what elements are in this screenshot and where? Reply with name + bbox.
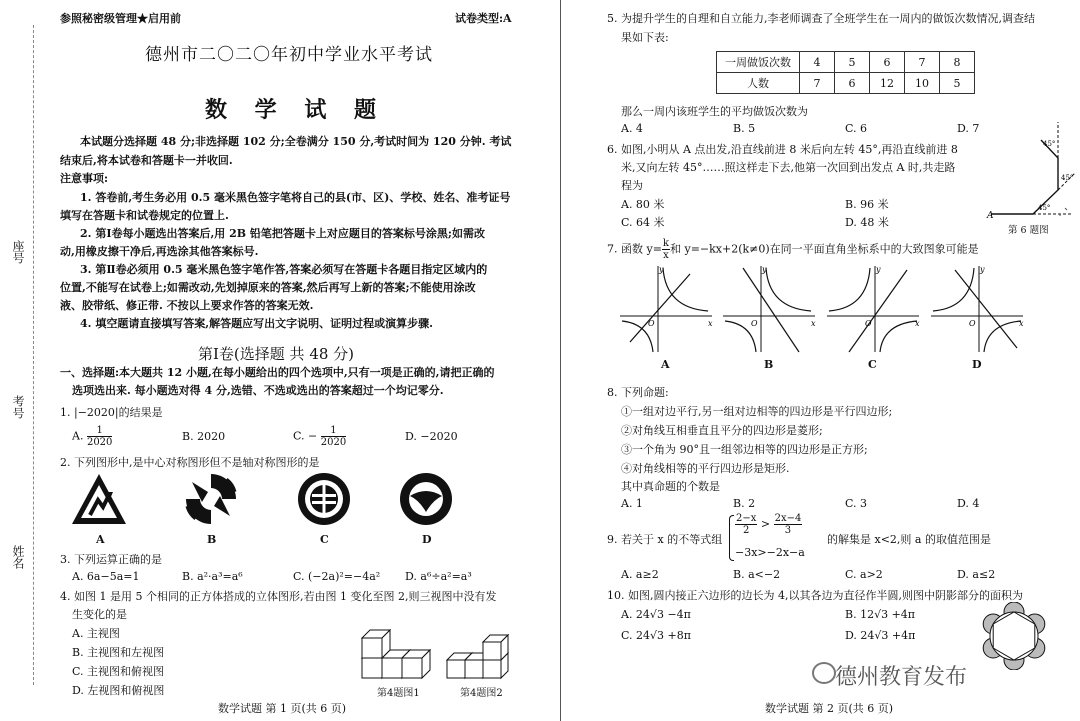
q9-option-a: A. a≥2	[621, 568, 659, 581]
cube-figure-2	[442, 630, 522, 682]
note-line: 动,用橡皮擦干净后,再选涂其他答案标号.	[60, 245, 259, 258]
table-cell: 5	[940, 73, 975, 94]
section-intro-2: 选项选出来. 每小题选对得 4 分,选错、不选或选出的答案超过一个均记零分.	[72, 384, 444, 397]
swirl-logo-figure	[182, 470, 240, 528]
q2-label-c: C	[320, 533, 329, 546]
system-brace	[729, 515, 734, 561]
table-cell: 7	[800, 73, 835, 94]
page-footer: 数学试题 第 1 页(共 6 页)	[218, 702, 347, 715]
exam-title: 德州市二〇二〇年初中学业水平考试	[145, 45, 433, 65]
q1-option-b: B. 2020	[182, 430, 226, 443]
q9-option-b: B. a<−2	[733, 568, 781, 581]
q2-stem: 2. 下列图形中,是中心对称图形但不是轴对称图形的是	[60, 456, 320, 469]
fraction: $\frac{1}{2020}$	[320, 425, 347, 448]
q8-option-c: C. 3	[845, 497, 868, 510]
q2-label-d: D	[422, 533, 432, 546]
note-line: 3. 第Ⅱ卷必须用 0.5 毫米黑色签字笔作答,答案必须写在答题卡各题目指定区域内的	[80, 263, 488, 276]
warning-sign-figure	[68, 470, 130, 528]
note-line: 填写在答题卡和试卷规定的位置上.	[60, 209, 229, 222]
q6-stem-3: 程为	[621, 179, 643, 192]
fraction: $\frac{k}{x}$	[662, 238, 669, 261]
axis-x-label: x	[1019, 319, 1024, 328]
page-footer: 数学试题 第 2 页(共 6 页)	[765, 702, 894, 715]
q3-option-b: B. a²·a³=a⁶	[182, 570, 243, 583]
q6-path-figure	[983, 118, 1078, 220]
q4-option-c: C. 主视图和俯视图	[72, 665, 165, 678]
axis-y-label: y	[659, 265, 664, 274]
q7-label-c: C	[868, 358, 877, 371]
q7-label-b: B	[764, 358, 774, 371]
axis-x-label: x	[915, 319, 920, 328]
q8-stem: 8. 下列命题:	[607, 386, 669, 399]
table-cell: 12	[870, 73, 905, 94]
section-title: 第Ⅰ卷(选择题 共 48 分)	[198, 345, 355, 363]
q1-option-d: D. −2020	[405, 430, 458, 443]
axis-x-label: x	[811, 319, 816, 328]
table-cell: 6	[870, 52, 905, 73]
watermark-text: 德州教育发布	[835, 665, 968, 690]
name-label: 姓名	[11, 545, 25, 569]
q2-label-a: A	[96, 533, 105, 546]
origin-label: O	[751, 319, 758, 328]
q5-question: 那么一周内该班学生的平均做饭次数为	[621, 105, 808, 118]
cube-figure-1	[352, 618, 442, 682]
q7-stem: 7. 函数 y= $\frac{k}{x}$ 和 y=−kx+2(k≠0)在同一平面直角坐标系中的大致图象可能是	[607, 238, 979, 261]
q8-item: ④对角线相等的平行四边形是矩形.	[621, 462, 790, 475]
frequency-table	[716, 51, 975, 94]
secret-line: 参照秘密级管理★启用前	[60, 12, 181, 25]
q5-option-a: A. 4	[621, 122, 643, 135]
q6-fig-caption: 第 6 题图	[1008, 225, 1049, 236]
origin-label: O	[865, 319, 872, 328]
q1-stem: 1. |−2020|的结果是	[60, 406, 163, 419]
note-line: 4. 填空题请直接填写答案,解答题应写出文字说明、证明过程或演算步骤.	[80, 317, 433, 330]
q10-option-b: B. 12√3 +4π	[845, 608, 916, 621]
q8-option-d: D. 4	[957, 497, 980, 510]
fraction: $\frac{1}{2020}$	[86, 425, 113, 448]
q10-option-d: D. 24√3 +4π	[845, 629, 916, 642]
q9-inequality-2: −3x>−2x−a	[735, 546, 805, 559]
heart-emblem-figure	[397, 470, 455, 528]
axis-x-label: x	[708, 319, 713, 328]
exam-number-label: 考号	[11, 395, 25, 419]
q9-stem-post: 的解集是 x<2,则 a 的取值范围是	[827, 533, 991, 546]
q4-stem-1: 4. 如图 1 是用 5 个相同的正方体搭成的立体图形,若由图 1 变化至图 2,则三视图中没有发	[60, 590, 497, 603]
table-row	[717, 52, 975, 73]
wechat-icon	[812, 662, 836, 684]
note-line: 2. 第Ⅰ卷每小题选出答案后,用 2B 铅笔把答题卡上对应题目的答案标号涂黑;如需改	[80, 227, 485, 240]
table-header-count: 一周做饭次数	[717, 52, 800, 73]
q4-fig2-caption: 第4题图2	[460, 688, 503, 699]
q3-option-a: A. 6a−5a=1	[72, 570, 140, 583]
page-2	[565, 0, 1080, 721]
q8-item: ③一个角为 90°且一组邻边相等的四边形是正方形;	[621, 443, 868, 456]
q5-stem-2: 果如下表:	[621, 31, 669, 44]
q9-stem-pre: 9. 若关于 x 的不等式组	[607, 533, 723, 546]
q3-option-d: D. a⁶÷a²=a³	[405, 570, 472, 583]
q2-label-b: B	[207, 533, 217, 546]
q3-option-c: C. (−2a)²=−4a²	[293, 570, 381, 583]
axis-y-label: y	[762, 265, 767, 274]
seat-number-label: 座号	[11, 240, 25, 264]
q3-stem: 3. 下列运算正确的是	[60, 553, 162, 566]
q6-stem-1: 6. 如图,小明从 A 点出发,沿直线前进 8 米后向左转 45°,再沿直线前进 8	[607, 143, 958, 156]
axis-y-label: y	[980, 265, 985, 274]
axis-y-label: y	[876, 265, 881, 274]
q4-option-b: B. 主视图和左视图	[72, 646, 165, 659]
q5-option-c: C. 6	[845, 122, 868, 135]
table-cell: 10	[905, 73, 940, 94]
point-a-label: A	[987, 211, 994, 220]
table-cell: 7	[905, 52, 940, 73]
q7-graph-a	[620, 264, 715, 354]
q10-option-c: C. 24√3 +8π	[621, 629, 691, 642]
subject-title: 数 学 试 题	[205, 97, 386, 123]
q9-inequality-1: $\frac{2-x}{2}$ > $\frac{2x-4}{3}$	[736, 513, 802, 536]
origin-label: O	[969, 319, 976, 328]
origin-label: O	[648, 319, 655, 328]
q7-label-d: D	[972, 358, 982, 371]
table-row	[717, 73, 975, 94]
q8-option-b: B. 2	[733, 497, 756, 510]
q5-stem-1: 5. 为提升学生的自理和自立能力,李老师调查了全班学生在一周内的做饭次数情况,调查结	[607, 12, 1035, 25]
table-cell: 4	[800, 52, 835, 73]
q7-graph-c	[827, 264, 922, 354]
table-header-people: 人数	[717, 73, 800, 94]
q10-option-a: A. 24√3 −4π	[621, 608, 691, 621]
q6-option-c: C. 64 米	[621, 216, 665, 229]
q8-option-a: A. 1	[621, 497, 643, 510]
binding-line	[33, 25, 34, 685]
binding-margin	[0, 0, 40, 721]
q6-option-a: A. 80 米	[621, 198, 665, 211]
hexagon-petal-figure	[980, 602, 1048, 670]
angle-label: 45°	[1061, 174, 1074, 182]
q8-item: ①一组对边平行,另一组对边相等的四边形是平行四边形;	[621, 405, 893, 418]
q8-question: 其中真命题的个数是	[621, 480, 720, 493]
q4-option-a: A. 主视图	[72, 627, 120, 640]
section-intro-1: 一、选择题:本大题共 12 小题,在每小题给出的四个选项中,只有一项是正确的,请把正确的	[60, 366, 495, 379]
q6-option-b: B. 96 米	[845, 198, 889, 211]
fraction: $\frac{2x-4}{3}$	[774, 513, 802, 536]
fraction: $\frac{2-x}{2}$	[736, 513, 757, 536]
intro-line-2: 结束后,将本试卷和答题卡一并收回.	[60, 154, 233, 167]
q9-option-c: C. a>2	[845, 568, 883, 581]
q1-option-c: C. − $\frac{1}{2020}$	[293, 425, 347, 448]
q9-option-d: D. a≤2	[957, 568, 996, 581]
q6-stem-2: 米,又向左转 45°……照这样走下去,他第一次回到出发点 A 时,共走路	[621, 161, 956, 174]
page-divider	[560, 0, 561, 721]
note-line: 位置,不能写在试卷上;如需改动,先划掉原来的答案,然后再写上新的答案;不能使用涂改	[60, 281, 476, 294]
table-cell: 5	[835, 52, 870, 73]
note-line: 液、胶带纸、修正带. 不按以上要求作答的答案无效.	[60, 299, 314, 312]
q6-option-d: D. 48 米	[845, 216, 889, 229]
q4-fig1-caption: 第4题图1	[377, 688, 420, 699]
q7-label-a: A	[661, 358, 670, 371]
q1-option-a: A. $\frac{1}{2020}$	[72, 425, 113, 448]
q5-option-d: D. 7	[957, 122, 980, 135]
q4-stem-2: 生变化的是	[72, 608, 127, 621]
table-cell: 8	[940, 52, 975, 73]
circle-emblem-figure	[295, 470, 353, 528]
q4-option-d: D. 左视图和俯视图	[72, 684, 165, 697]
angle-label: 45°	[1043, 140, 1056, 148]
angle-label: 45°	[1038, 204, 1051, 212]
q8-item: ②对角线互相垂直且平分的四边形是菱形;	[621, 424, 823, 437]
intro-line-1: 本试题分选择题 48 分;非选择题 102 分;全卷满分 150 分,考试时间为 120 分钟. 考试	[80, 135, 512, 148]
notes-title: 注意事项:	[60, 172, 109, 185]
paper-type: 试卷类型:A	[455, 12, 512, 25]
q10-stem: 10. 如图,圆内接正六边形的边长为 4,以其各边为直径作半圆,则图中阴影部分的面积为	[607, 589, 1023, 602]
q5-option-b: B. 5	[733, 122, 756, 135]
table-cell: 6	[835, 73, 870, 94]
q7-graph-b	[723, 264, 818, 354]
note-line: 1. 答卷前,考生务必用 0.5 毫米黑色签字笔将自己的县(市、区)、学校、姓名、准考证号	[80, 191, 511, 204]
q7-graph-d	[931, 264, 1026, 354]
